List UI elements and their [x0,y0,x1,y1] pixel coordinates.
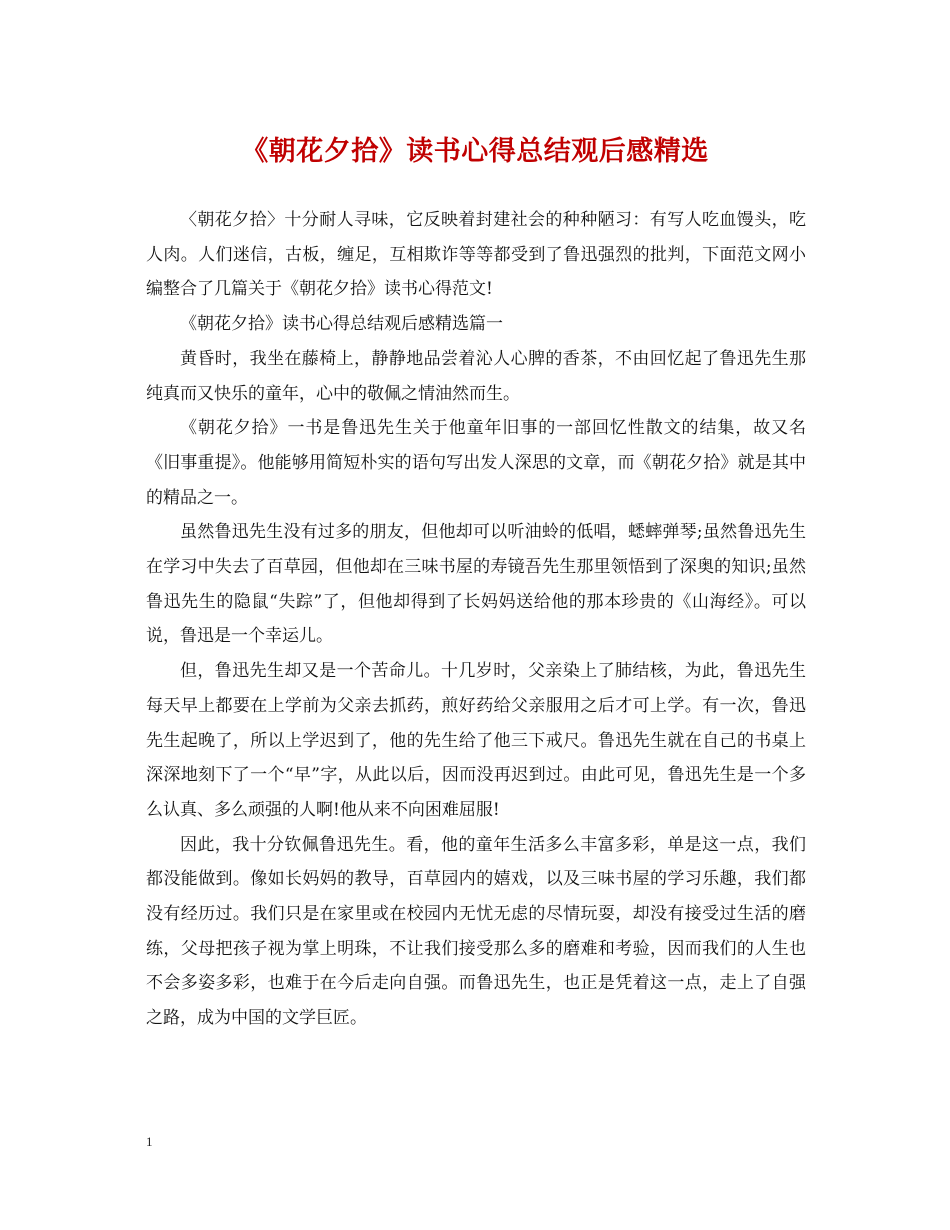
paragraph-intro: 〈朝花夕拾〉十分耐人寻味，它反映着封建社会的种种陋习：有写人吃血馒头，吃人肉。人们迷信，古板，缠足，互相欺诈等等都受到了鲁迅强烈的批判，下面范文网小编整合了几篇关于《朝花夕拾》读书心得范文! [146,210,806,300]
paragraph: 《朝花夕拾》一书是鲁迅先生关于他童年旧事的一部回忆性散文的结集，故又名《旧事重提》。他能够用简短朴实的语句写出发人深思的文章，而《朝花夕拾》就是其中的精品之一。 [146,418,806,508]
paragraph: 因此，我十分钦佩鲁迅先生。看，他的童年生活多么丰富多彩，单是这一点，我们都没能做到。像如长妈妈的教导，百草园内的嬉戏，以及三味书屋的学习乐趣，我们都没有经历过。我们只是在家里或在校园内无忧无虑的尽情玩耍，却没有接受过生活的磨练，父母把孩子视为掌上明珠，不让我们接受那么多的磨难和考验，因而我们的人生也不会多姿多彩，也难于在今后走向自强。而鲁迅先生，也正是凭着这一点，走上了自强之路，成为中国的文学巨匠。 [146,834,806,1029]
document-body [146,203,806,1036]
paragraph: 黄昏时，我坐在藤椅上，静静地品尝着沁人心脾的香茶，不由回忆起了鲁迅先生那纯真而又快乐的童年，心中的敬佩之情油然而生。 [146,348,806,404]
section-heading: 《朝花夕拾》读书心得总结观后感精选篇一 [180,314,503,335]
paragraph: 虽然鲁迅先生没有过多的朋友，但他却可以听油蛉的低唱，蟋蟀弹琴;虽然鲁迅先生在学习中失去了百草园，但他却在三味书屋的寿镜吾先生那里领悟到了深奥的知识;虽然鲁迅先生的隐鼠“失踪”了，但他却得到了长妈妈送给他的那本珍贵的《山海经》。可以说，鲁迅是一个幸运儿。 [146,522,806,647]
paragraph: 但，鲁迅先生却又是一个苦命儿。十几岁时，父亲染上了肺结核，为此，鲁迅先生每天早上都要在上学前为父亲去抓药，煎好药给父亲服用之后才可上学。有一次，鲁迅先生起晚了，所以上学迟到了，他的先生给了他三下戒尺。鲁迅先生就在自己的书桌上深深地刻下了一个“早”字，从此以后，因而没再迟到过。由此可见，鲁迅先生是一个多么认真、多么顽强的人啊!他从来不向困难屈服! [146,661,806,820]
page-number: 1 [146,1134,153,1149]
document-title: 《朝花夕拾》读书心得总结观后感精选 [241,136,709,167]
